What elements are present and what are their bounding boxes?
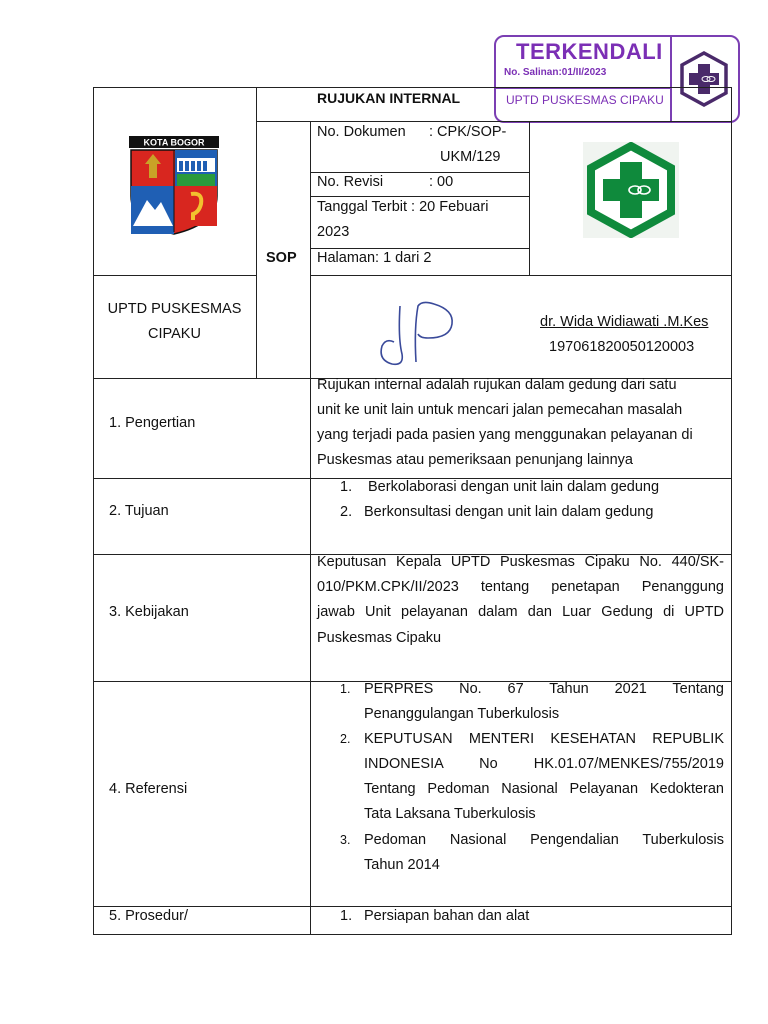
issue-date-year: 2023 xyxy=(317,224,350,240)
revision-value: : 00 xyxy=(429,174,454,190)
list-item-line: INDONESIA No HK.01.07/MENKES/755/2019 xyxy=(364,756,724,772)
stamp-puskesmas-logo-icon xyxy=(678,51,730,107)
document-title: RUJUKAN INTERNAL xyxy=(317,90,461,106)
doc-number-label: No. Dokumen xyxy=(317,124,406,140)
list-item-line: KEPUTUSAN MENTERI KESEHATAN REPUBLIK xyxy=(364,731,724,747)
institution-name: UPTD PUSKESMAS xyxy=(107,301,242,317)
list-item-number: 2. xyxy=(340,504,353,520)
list-item: Persiapan bahan dan alat xyxy=(364,908,530,924)
section-label-kebijakan: 3. Kebijakan xyxy=(109,604,189,620)
kebijakan-line: Puskesmas Cipaku xyxy=(317,630,442,646)
pengertian-line: unit ke unit lain untuk mencari jalan pemecahan masalah xyxy=(317,402,683,418)
list-item-line: PERPRES No. 67 Tahun 2021 Tentang xyxy=(364,681,724,697)
page-info: Halaman: 1 dari 2 xyxy=(317,250,432,266)
kota-bogor-emblem-icon xyxy=(127,134,221,236)
list-item: Berkolaborasi dengan unit lain dalam gedung xyxy=(368,479,660,495)
signer-nip: 197061820050120003 xyxy=(549,339,695,355)
list-item-line: Tata Laksana Tuberkulosis xyxy=(364,806,536,822)
doc-number-value: : CPK/SOP- xyxy=(429,124,507,140)
logo-city-text: KOTA BOGOR xyxy=(143,137,205,148)
puskesmas-logo-icon xyxy=(583,142,679,238)
section-label-tujuan: 2. Tujuan xyxy=(109,503,169,519)
kebijakan-line: jawab Unit pelayanan dalam dan Luar Gedung di UPTD xyxy=(317,604,724,620)
stamp-copy-number: No. Salinan:01/II/2023 xyxy=(504,67,607,78)
kebijakan-line: Keputusan Kepala UPTD Puskesmas Cipaku No. 440/SK- xyxy=(317,554,724,570)
stamp-title: TERKENDALI xyxy=(516,39,663,64)
terkendali-stamp xyxy=(494,35,740,123)
pengertian-line: Rujukan internal adalah rujukan dalam gedung dari satu xyxy=(317,377,677,393)
list-item-number: 3. xyxy=(340,833,351,847)
sop-label: SOP xyxy=(266,250,297,266)
signer-name: dr. Wida Widiawati .M.Kes xyxy=(540,314,709,330)
stamp-divider-vertical xyxy=(670,37,672,121)
list-item: Berkonsultasi dengan unit lain dalam gedung xyxy=(364,504,654,520)
list-item-line: Pedoman Nasional Pengendalian Tuberkulosis xyxy=(364,832,724,848)
list-item-number: 1. xyxy=(340,682,351,696)
section-label-referensi: 4. Referensi xyxy=(109,781,188,797)
section-label-prosedur: 5. Prosedur/ xyxy=(109,908,188,924)
list-item-line: Tentang Pedoman Nasional Pelayanan Kedokteran xyxy=(364,781,724,797)
institution-name-cont: CIPAKU xyxy=(148,326,201,342)
revision-label: No. Revisi xyxy=(317,174,384,190)
list-item-line: Penanggulangan Tuberkulosis xyxy=(364,706,560,722)
list-item-number: 1. xyxy=(340,908,353,924)
signature xyxy=(372,298,464,370)
kebijakan-line: 010/PKM.CPK/II/2023 tentang penetapan Penanggung xyxy=(317,579,724,595)
issue-date: Tanggal Terbit : 20 Febuari xyxy=(317,199,489,215)
list-item-line: Tahun 2014 xyxy=(364,857,440,873)
doc-number-value-cont: UKM/129 xyxy=(440,149,501,165)
list-item-number: 1. xyxy=(340,479,353,495)
section-label-pengertian: 1. Pengertian xyxy=(109,415,196,431)
pengertian-line: yang terjadi pada pasien yang menggunakan pelayanan di xyxy=(317,427,693,443)
list-item-number: 2. xyxy=(340,732,351,746)
stamp-unit: UPTD PUSKESMAS CIPAKU xyxy=(506,93,664,107)
pengertian-line: Puskesmas atau pemeriksaan penunjang lainnya xyxy=(317,452,633,468)
